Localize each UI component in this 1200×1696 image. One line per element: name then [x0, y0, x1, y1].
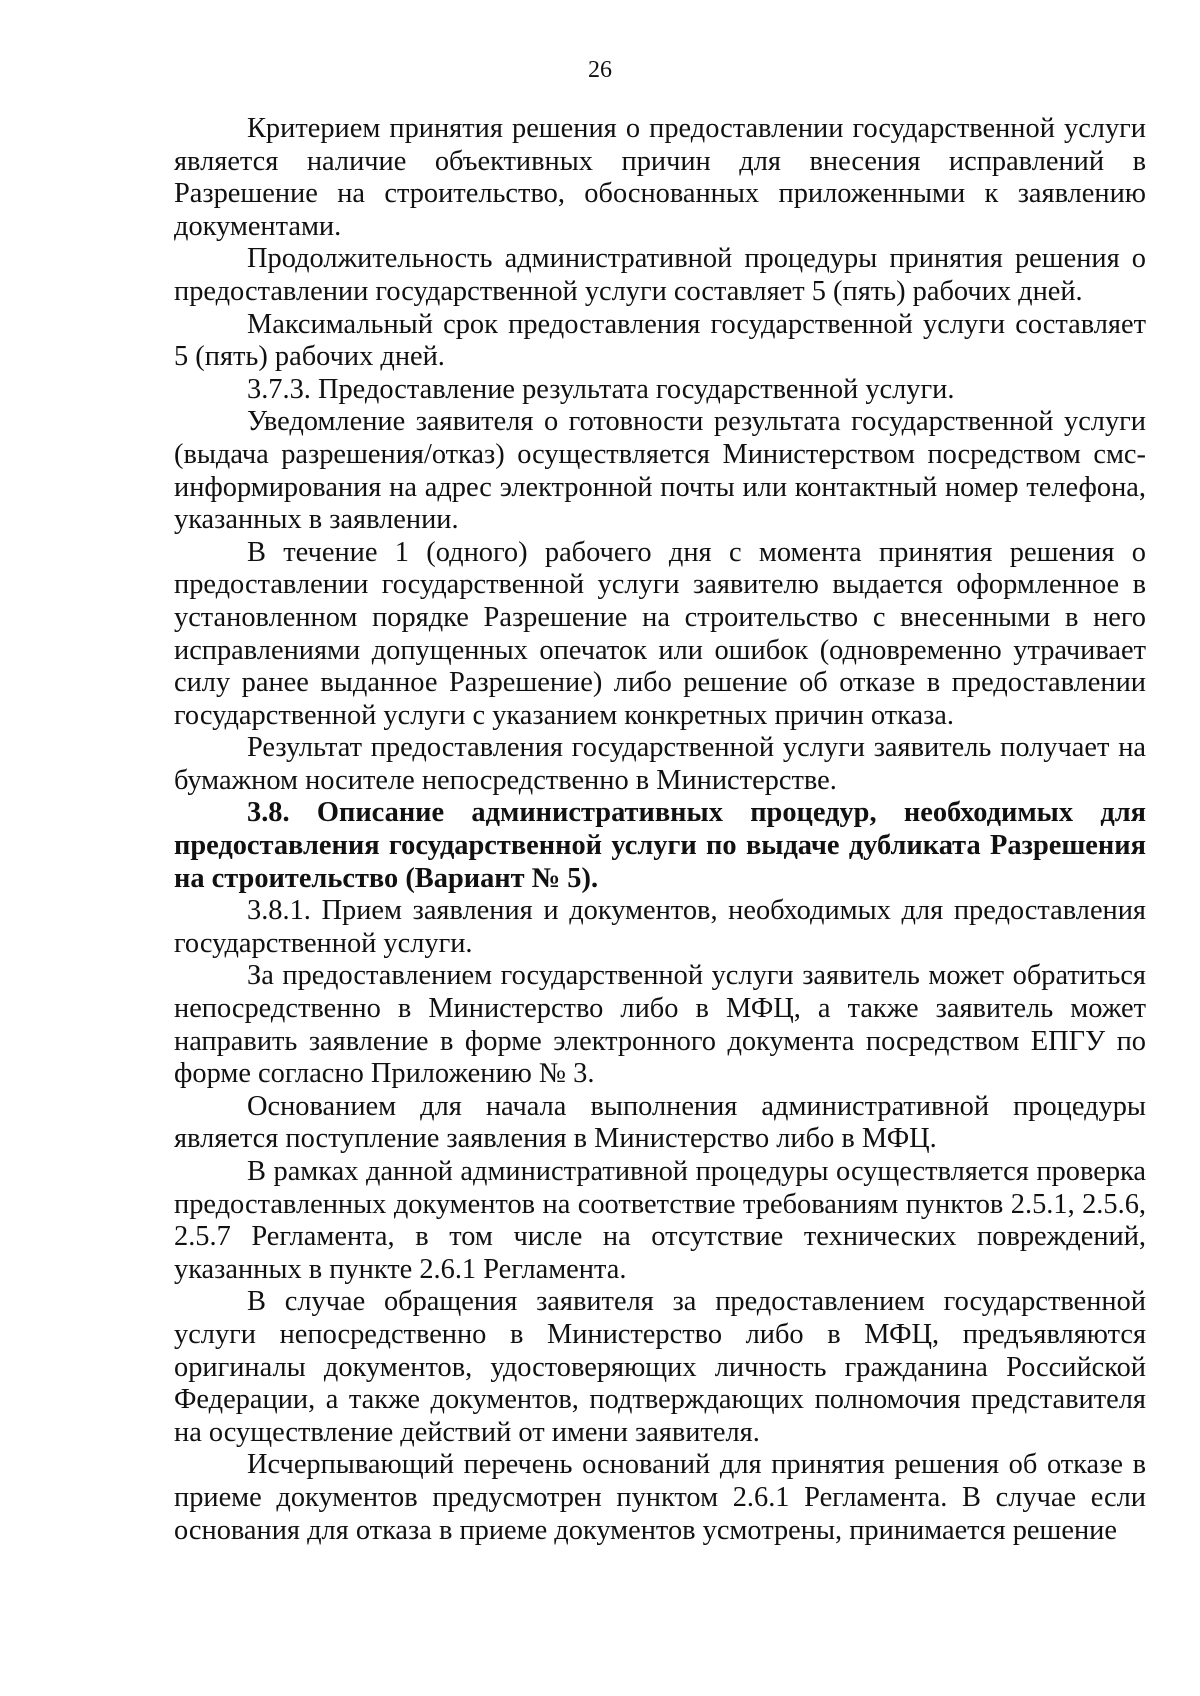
- document-body: [174, 113, 1146, 1547]
- paragraph: За предоставлением государственной услуги заявитель может обратиться непосредственно в Министерство либо в МФЦ, а также заявитель может направить заявление в форме электронного документа посредством ЕПГУ по форме согласно Приложению № 3.: [174, 960, 1146, 1090]
- paragraph: В рамках данной административной процедуры осуществляется проверка предоставленных документов на соответствие требованиям пунктов 2.5.1, 2.5.6, 2.5.7 Регламента, в том числе на отсутствие технических повреждений, указанных в пункте 2.6.1 Регламента.: [174, 1156, 1146, 1285]
- paragraph: В течение 1 (одного) рабочего дня с момента принятия решения о предоставлении государственной услуги заявителю выдается оформленное в установленном порядке Разрешение на строительство с внесенными в него исправлениями допущенных опечаток или ошибок (одновременно утрачивает силу ранее выданное Разрешение) либо решение об отказе в предоставлении государственной услуги с указанием конкретных причин отказа.: [174, 536, 1146, 731]
- paragraph: Уведомление заявителя о готовности результата государственной услуги (выдача разрешения/отказ) осуществляется Министерством посредством смс-информирования на адрес электронной почты или контактный номер телефона, указанных в заявлении.: [174, 406, 1146, 536]
- paragraph: 3.8.1. Прием заявления и документов, необходимых для предоставления государственной услуги.: [174, 895, 1146, 959]
- paragraph: 3.7.3. Предоставление результата государственной услуги.: [247, 373, 955, 405]
- paragraph: Исчерпывающий перечень оснований для принятия решения об отказе в приеме документов предусмотрен пунктом 2.6.1 Регламента. В случае если основания для отказа в приеме документов усмотрены, принимается решение: [174, 1449, 1146, 1546]
- paragraph: Результат предоставления государственной услуги заявитель получает на бумажном носителе непосредственно в Министерстве.: [174, 732, 1146, 796]
- paragraph: Критерием принятия решения о предоставлении государственной услуги является наличие объективных причин для внесения исправлений в Разрешение на строительство, обоснованных приложенными к заявлению документами.: [174, 113, 1146, 242]
- paragraph: Максимальный срок предоставления государственной услуги составляет 5 (пять) рабочих дней.: [174, 308, 1146, 373]
- paragraph: Основанием для начала выполнения административной процедуры является поступление заявления в Министерство либо в МФЦ.: [174, 1090, 1146, 1155]
- page-number: 26: [588, 57, 612, 83]
- paragraph: В случае обращения заявителя за предоставлением государственной услуги непосредственно в Министерство либо в МФЦ, предъявляются оригиналы документов, удостоверяющих личность гражданина Российской Федерации, а также документов, подтверждающих полномочия представителя на осуществление действий от имени заявителя.: [174, 1286, 1146, 1448]
- paragraph: Продолжительность административной процедуры принятия решения о предоставлении государственной услуги составляет 5 (пять) рабочих дней.: [174, 243, 1146, 307]
- section-heading: 3.8. Описание административных процедур, необходимых для предоставления государственной услуги по выдаче дубликата Разрешения на строительство (Вариант № 5).: [174, 797, 1146, 894]
